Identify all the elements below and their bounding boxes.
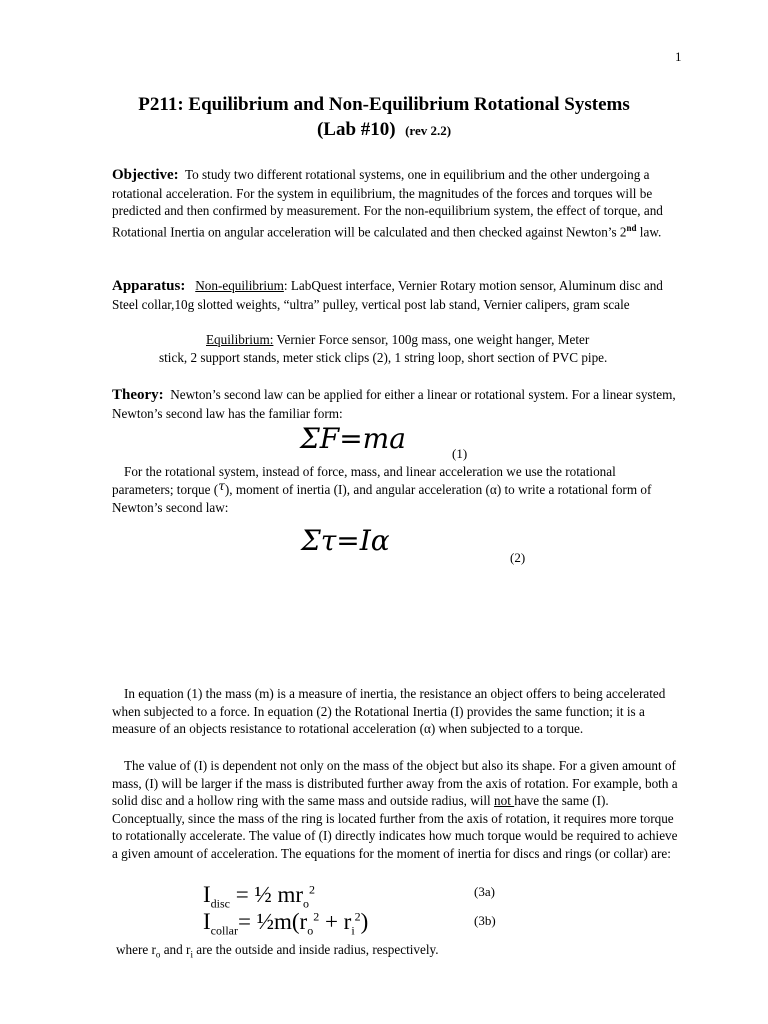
radius-definition: where $r_o$ and $r_i$ are the outside and inside radius, respectively. xyxy=(116,942,439,960)
theory-intro: Newton’s second law can be applied for either a linear or rotational system. For a linear system, Newton’s second law has the familiar form: xyxy=(112,387,676,421)
equilibrium-text-1: Vernier Force sensor, 100g mass, one weight hanger, Meter xyxy=(273,332,590,347)
equation-3a-number: (3a) xyxy=(474,884,495,899)
title-revision: (rev 2.2) xyxy=(405,123,452,138)
objective-superscript: nd xyxy=(626,222,637,233)
objective-section xyxy=(112,166,678,241)
equilibrium-label: Equilibrium: xyxy=(206,332,274,347)
equilibrium-line-1 xyxy=(206,331,589,349)
equation-3b-number: (3b) xyxy=(474,913,496,928)
body-paragraph-1: In equation (1) the mass (m) is a measure of inertia, the resistance an object offers to being accelerated when subjected to a force. In equation (2) the Rotational Inertia (I) provides the same function; it is a measure of an objects resistance to rotational acceleration (α) when subjected to a torque. xyxy=(112,686,666,737)
nonequilibrium-text: : LabQuest interface, Vernier Rotary motion sensor, Aluminum disc and Steel collar,10g slotted weights, “ultra” pulley, vertical post lab stand, Vernier calipers, gram scale xyxy=(112,278,663,312)
body-paragraph-2 xyxy=(112,757,678,863)
rotational-text-a: For the rotational system, instead of force, mass, and linear acceleration we use the rotational parameters; torque ( xyxy=(112,464,616,497)
objective-text-end: law. xyxy=(636,224,662,240)
theory-heading: Theory: xyxy=(112,387,164,403)
apparatus-heading: Apparatus: xyxy=(112,278,186,294)
equation-2: Στ=Iα xyxy=(301,524,390,557)
body-paragraph-2-a: The value of (I) is dependent not only on the mass of the object but also its shape. For a given amount of mass, (I) will be larger if the mass is distributed further away from the axis of rotation. For example, both a solid disc and a hollow ring with the same mass and outside radius, will xyxy=(112,758,678,809)
nonequilibrium-label: Non-equilibrium xyxy=(195,278,284,293)
tau-symbol: τ xyxy=(218,478,225,493)
rotational-text xyxy=(112,463,678,517)
title-line-1: P211: Equilibrium and Non-Equilibrium Rotational Systems xyxy=(138,94,630,115)
equation-3b: $I_{collar}=$ $\frac{1}{2}m(r_o^2 + r_i^2)$ xyxy=(203,909,369,938)
objective-heading: Objective: xyxy=(112,167,179,183)
theory-section xyxy=(112,386,678,422)
equilibrium-line-2: stick, 2 support stands, meter stick clips (2), 1 string loop, short section of PVC pipe. xyxy=(159,350,608,365)
objective-text: To study two different rotational systems, one in equilibrium and the other undergoing a rotational acceleration. For the system in equilibrium, the magnitudes of the forces and torques will be predicted and then confirmed by measurement. For the non-equilibrium system, the effect of torque, and Rotational Inertia on angular acceleration will be calculated and then checked against Newton’s 2 xyxy=(112,167,663,240)
rotational-text-b: ), moment of inertia (I), and angular acceleration (α) to write a rotational form of Newton’s second law: xyxy=(112,481,652,516)
equation-2-number: (2) xyxy=(510,550,526,565)
title-lab-number: (Lab #10) xyxy=(316,119,396,140)
equation-3a: $I_{disc}$ = ½ $mr_o^2$ xyxy=(203,882,316,911)
equation-1: ΣF=ma xyxy=(300,422,406,455)
apparatus-section xyxy=(112,277,678,313)
body-paragraph-2-not: not xyxy=(494,793,515,809)
body-paragraph-2-b: have the same (I). Conceptually, since the mass of the ring is located further from the axis of rotation, it requires more torque to rotationally accelerate. The value of (I) directly indicates how much torque would be required to achieve a given amount of acceleration. The equations for the moment of inertia for discs and rings (or collar) are: xyxy=(112,793,678,861)
title-line-2 xyxy=(0,117,768,143)
equation-1-number: (1) xyxy=(452,446,468,461)
page-number: 1 xyxy=(675,49,682,64)
page-title xyxy=(0,92,768,143)
